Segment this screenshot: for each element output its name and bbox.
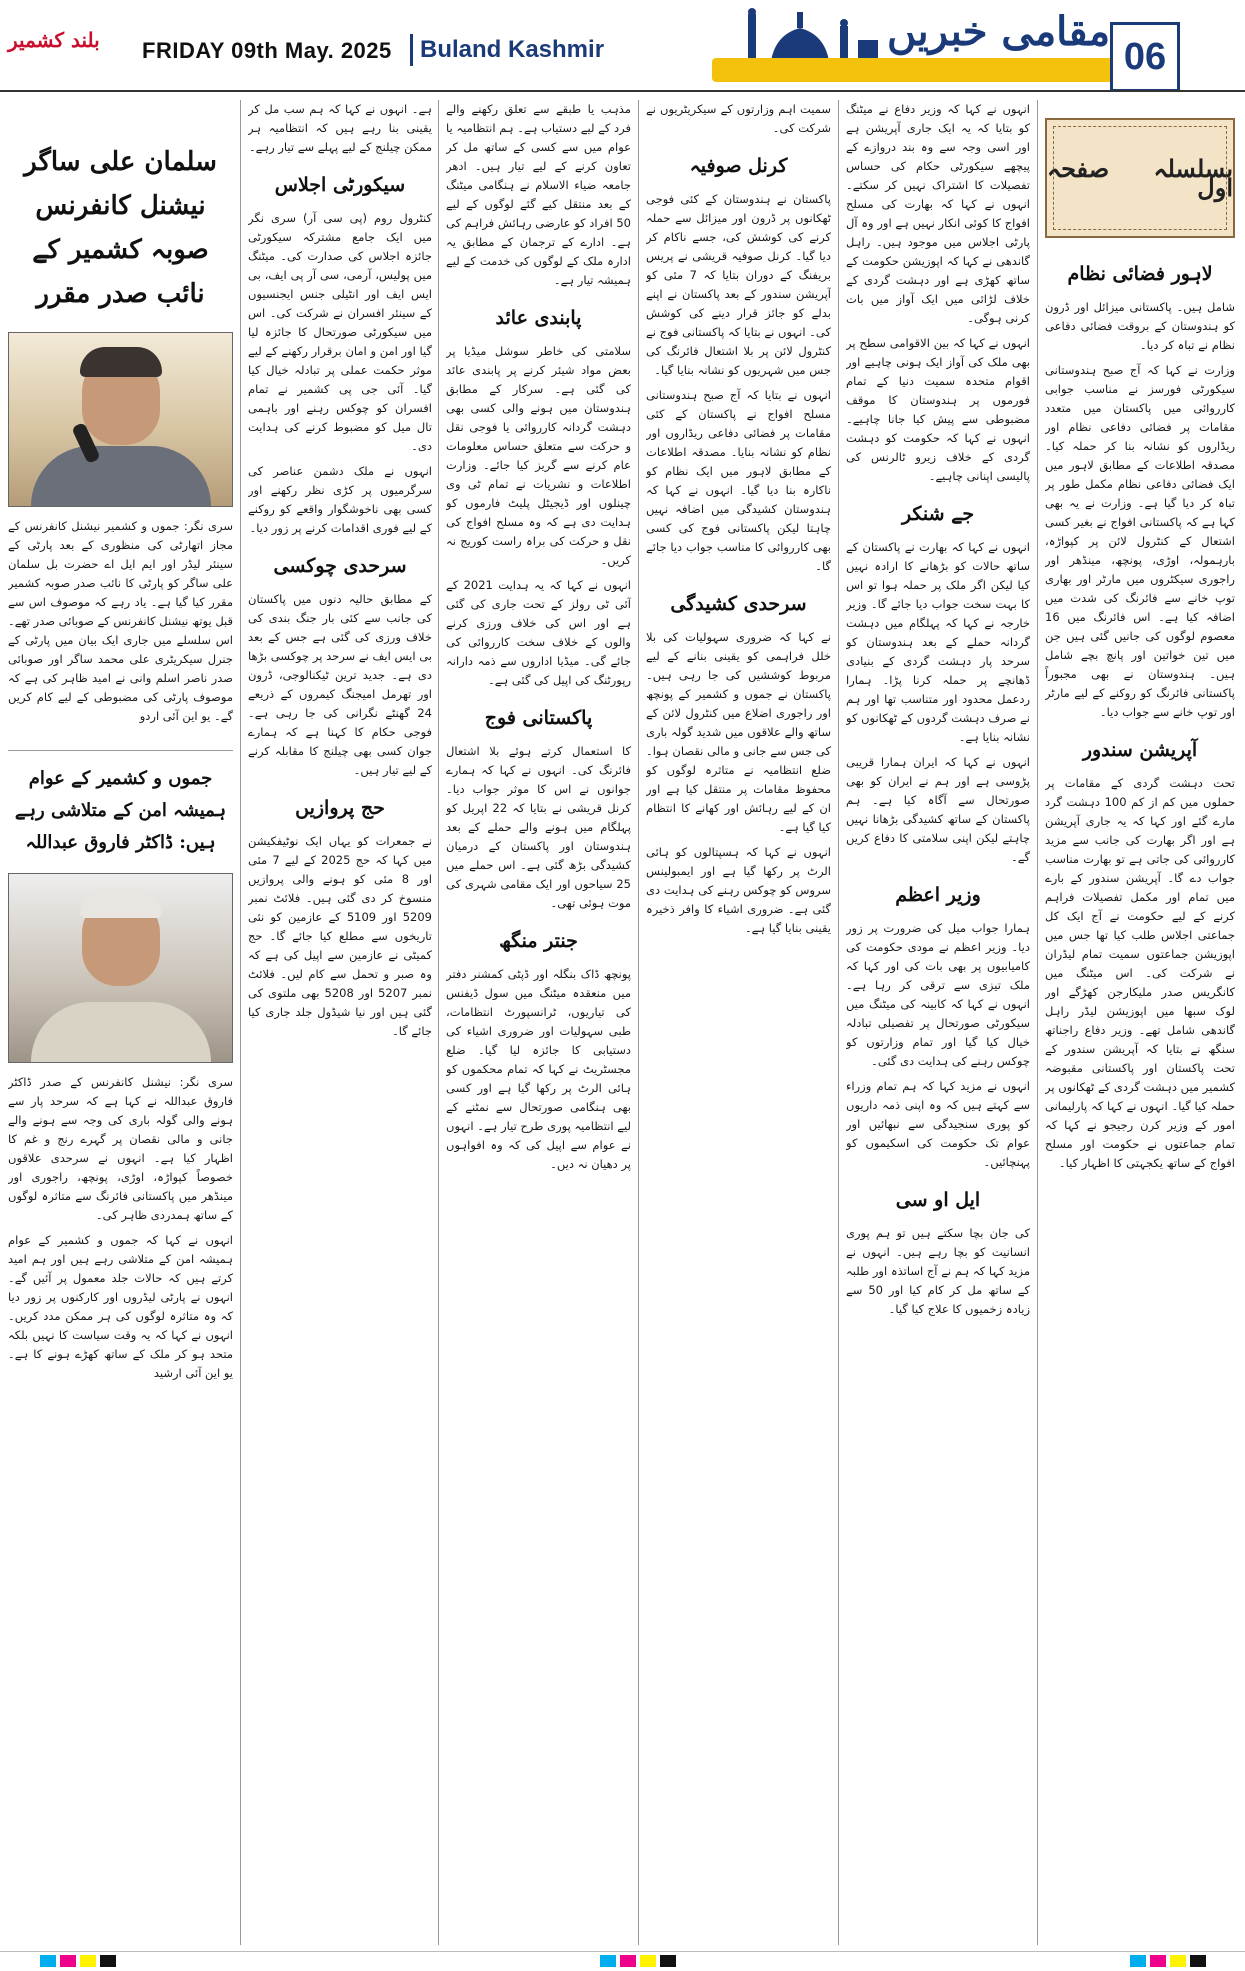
article-column-6 bbox=[8, 100, 233, 1945]
article-subhead: پاکستانی فوج bbox=[484, 707, 593, 729]
article-paragraph: کے مطابق حالیہ دنوں میں پاکستان کی جانب سے کئی بار جنگ بندی کی خلاف ورزی کی گئی ہے جس کے بعد بی ایس ایف نے سرحد پر چوکسی بڑھا دی ہے۔ جدید ترین ٹیکنالوجی، ڈرون اور تھرمل امیجنگ کیمروں کے ذریعے 24 گھنٹے نگرانی کی جا رہی ہے۔ فوجی حکام کا کہنا ہے کہ ہمارے جوان کسی بھی چیلنج کا مقابلہ کرنے کے لیے تیار ہیں۔ bbox=[248, 592, 432, 777]
article-paragraph: انہوں نے کہا کہ ہسپتالوں کو ہائی الرٹ پر رکھا گیا ہے اور ایمبولینس سروس کو چوکس رہنے کی ہدایت دی گئی ہے۔ ضروری اشیاء کا وافر ذخیرہ یقینی بنایا گیا ہے۔ bbox=[646, 845, 831, 935]
header-divider bbox=[410, 34, 413, 66]
article-paragraph: مذہب یا طبقے سے تعلق رکھنے والے فرد کے لیے دستیاب ہے۔ ہم انتظامیہ یا عوام میں سے کسی کے ساتھ مل کر تعاون کرنے کے لیے تیار ہیں۔ ادھر جامعہ ضیاء الاسلام نے ہنگامی میٹنگ کے بعد منتقل کیے گئے لوگوں کے لیے 50 افراد کو عارضی رہائش فراہم کی ہے۔ ادارے کے ترجمان کے مطابق یہ ادارہ ملک کے لوگوں کی خدمت کے لیے ہمیشہ تیار ہے۔ bbox=[446, 102, 631, 287]
article-subhead: جے شنکر bbox=[901, 503, 975, 525]
yellow-swatch bbox=[80, 1955, 96, 1967]
story-headline: سلمان علی ساگر نیشنل کانفرنس صوبہ کشمیر کے نائب صدر مقرر bbox=[24, 147, 217, 309]
article-column-1 bbox=[1045, 100, 1235, 1945]
article-paragraph: نے جمعرات کو یہاں ایک نوٹیفکیشن میں کہا کہ حج 2025 کے لیے 7 مئی اور 8 مئی کو ہونے والی پروازیں منسوخ کر دی گئی ہیں۔ فلائٹ نمبر 5209 اور 5109 کے عازمین کو نئی تاریخوں سے مطلع کیا جائے گا۔ حج کمیٹی نے عازمین سے اپیل کی ہے کہ وہ صبر و تحمل سے کام لیں۔ فلائٹ نمبر 5207 اور 5208 بھی ملتوی کی گئی ہیں اور نیا شیڈول جلد جاری کیا جائے گا۔ bbox=[248, 834, 432, 1038]
article-paragraph: انہوں نے کہا کہ وزیر دفاع نے میٹنگ کو بتایا کہ یہ ایک جاری آپریشن ہے اور اسی وجہ سے وہ بند دروازے کے پیچھے سیکورٹی حکام کی حساس تفصیلات کا اشتراک نہیں کر سکتے۔ انہوں نے کہا کہ بھارت کی مسلح افواج کا کوئی انکار نہیں ہے اور وہ آل پارٹی اجلاس میں موجود ہیں۔ راہل گاندھی نے کہا کہ اپوزیشن حکومت کے ساتھ کھڑی ہے اور دہشت گردی کے خلاف لڑائی میں ایک آواز میں بات کرنی ہوگی۔ bbox=[846, 102, 1030, 325]
article-paragraph: انہوں نے کہا کہ یہ ہدایت 2021 کے آئی ٹی رولز کے تحت جاری کی گئی ہے اور اس کی خلاف ورزی کرنے والوں کے خلاف سخت کارروائی کی جائے گی۔ میڈیا اداروں سے ذمہ دارانہ رپورٹنگ کی اپیل کی گئی ہے۔ bbox=[446, 578, 631, 687]
article-subhead: ایل او سی bbox=[895, 1189, 981, 1211]
leader-photo bbox=[8, 332, 233, 507]
article-paragraph: پونچھ ڈاک بنگلہ اور ڈپٹی کمشنر دفتر میں منعقدہ میٹنگ میں سول ڈیفنس کی تیاریوں، ٹرانسپورٹ انتظامات، طبی سہولیات اور ضروری اشیاء کی دستیابی کا جائزہ لیا گیا۔ ضلع مجسٹریٹ نے کہا کہ تمام محکموں کو ہائی الرٹ پر رکھا گیا ہے اور کسی بھی ہنگامی صورتحال سے نمٹنے کے لیے انتظامیہ پوری طرح تیار ہے۔ انہوں نے عوام سے اپیل کی کہ وہ افواہوں پر دھیان نہ دیں۔ bbox=[446, 967, 631, 1171]
section-title: مقامی خبریں bbox=[887, 8, 1110, 55]
article-subhead: حج پروازیں bbox=[295, 797, 385, 819]
edition-date: FRIDAY 09th May. 2025 bbox=[142, 38, 392, 63]
print-registration-strip bbox=[0, 1951, 1245, 1971]
article-subhead: لاہور فضائی نظام bbox=[1067, 263, 1213, 285]
article-column-3 bbox=[646, 100, 831, 1945]
column-divider bbox=[1037, 100, 1038, 1945]
article-paragraph: پاکستان نے ہندوستان کے کئی فوجی ٹھکانوں پر ڈرون اور میزائل سے حملہ کرنے کی کوشش کی، جسے ناکام کر دیا گیا۔ کرنل صوفیہ قریشی نے پریس بریفنگ کے دوران بتایا کہ 7 مئی کو آپریشن سندور کے بعد پاکستان نے اپنے بدلے کو جائز قرار دینے کی کوشش کی۔ انہوں نے بتایا کہ پاکستانی فوج نے کنٹرول لائن پر بلا اشتعال فائرنگ کی جس میں شہریوں کو نشانہ بنایا گیا۔ bbox=[646, 192, 831, 377]
article-paragraph: تحت دہشت گردی کے مقامات پر حملوں میں کم از کم 100 دہشت گرد مارے گئے اور کہا کہ یہ جاری آپریشن ہے اور اگر بھارت کی جانب سے مزید کارروائی کی جاتی ہے تو بھارت مناسب جواب دے گا۔ آپریشن سندور کے بارے میں تمام اور مکمل تفصیلات فراہم کرنے کے لیے حکومت نے آج ایک کل جماعتی اجلاس طلب کیا تھا جس میں اپوزیشن جماعتوں سمیت تمام لیڈران نے شرکت کی۔ اس میٹنگ میں کانگریس صدر ملیکارجن کھڑگے اور لوک سبھا میں اپوزیشن لیڈر راہل گاندھی شامل تھے۔ وزیر دفاع راجناتھ سنگھ نے بتایا کہ آپریشن سندور کے تحت پاکستان اور پاکستانی مقبوضہ کشمیر میں دہشت گردی کے ٹھکانوں پر حملہ کیا گیا۔ انہوں نے کہا کہ پارلیمانی امور کے وزیر کرن رجیجو نے کہا کہ تمام جماعتوں نے حکومت اور مسلح افواج کے ساتھ یکجہتی کا اظہار کیا۔ bbox=[1045, 776, 1235, 1170]
article-subhead: کرنل صوفیہ bbox=[689, 155, 788, 177]
column-divider bbox=[240, 100, 241, 1945]
cyan-swatch bbox=[600, 1955, 616, 1967]
cyan-swatch bbox=[1130, 1955, 1146, 1967]
article-paragraph: انہوں نے کہا کہ بھارت نے پاکستان کے ساتھ حالات کو بڑھانے کا ارادہ نہیں کیا لیکن اگر ملک پر حملہ ہوا تو اس کا بہت سخت جواب دیا جائے گا۔ وزیر خارجہ نے کہا کہ پہلگام میں دہشت گردانہ حملے کے بعد ہندوستان کو سرحد پار دہشت گردی کے بنیادی ڈھانچے پر حملہ کرنا پڑا۔ ہمارا ردعمل محدود اور متناسب تھا اور ہم نے صرف دہشت گردوں کے ٹھکانوں کو نشانہ بنایا ہے۔ bbox=[846, 540, 1030, 744]
newspaper-name: Buland Kashmir bbox=[420, 36, 605, 63]
article-column-4 bbox=[446, 100, 631, 1945]
article-paragraph: انہوں نے کہا کہ جموں و کشمیر کے عوام ہمیشہ امن کے متلاشی رہے ہیں اور ہم امید کرتے ہیں کہ حالات جلد معمول پر آئیں گے۔ انہوں نے پارٹی لیڈروں اور کارکنوں پر زور دیا کہ وہ متاثرہ لوگوں کی ہر ممکن مدد کریں۔ انہوں نے کہا کہ یہ وقت سیاست کا نہیں بلکہ متحد ہو کر ملک کے ساتھ کھڑے ہونے کا ہے۔ یو این آئی ارشید bbox=[8, 1233, 233, 1380]
article-subhead: پابندی عائد bbox=[495, 307, 582, 329]
article-paragraph: ہے۔ انہوں نے کہا کہ ہم سب مل کر یقینی بنا رہے ہیں کہ انتظامیہ ہر ممکن چیلنج کے لیے پہلے سے تیار رہے۔ bbox=[248, 102, 432, 154]
black-swatch bbox=[660, 1955, 676, 1967]
article-paragraph: سری نگر: نیشنل کانفرنس کے صدر ڈاکٹر فاروق عبداللہ نے کہا ہے کہ سرحد پار سے ہونے والی گولہ باری کی وجہ سے ہونے والے جانی و مالی نقصان پر گہرے رنج و غم کا اظہار کیا ہے۔ انہوں نے سرحدی علاقوں خصوصاً کپواڑہ، اوڑی، پونچھ، راجوری اور مینڈھر میں پاکستانی فائرنگ سے متاثرہ لوگوں کے ساتھ ہمدردی ظاہر کی۔ bbox=[8, 1075, 233, 1222]
article-paragraph: سلامتی کی خاطر سوشل میڈیا پر بعض مواد شیئر کرنے پر پابندی عائد کی گئی ہے۔ سرکار کے مطابق ہندوستان میں ہونے والی کسی بھی دہشت گردانہ کارروائی یا فوجی نقل و حرکت سے متعلق حساس معلومات عام کرنے سے گریز کیا جائے۔ وزارت اطلاعات و نشریات نے تمام ٹی وی چینلوں اور ڈیجیٹل پلیٹ فارموں کو ہدایت دی ہے کہ وہ مسلح افواج کی نقل و حرکت کی براہ راست کوریج نہ کریں۔ bbox=[446, 344, 631, 567]
article-subhead: جنتر منگھ bbox=[499, 930, 578, 952]
article-paragraph: انہوں نے کہا کہ بین الاقوامی سطح پر بھی ملک کی آواز ایک ہونی چاہیے اور اقوام متحدہ سمیت دنیا کے تمام فورموں پر ہندوستان کا موقف مضبوطی سے پیش کیا جانا چاہیے۔ انہوں نے کہا کہ حکومت کو دہشت گردی کے خلاف زیرو ٹالرنس کی پالیسی اپنانی چاہیے۔ bbox=[846, 336, 1030, 483]
article-paragraph: انہوں نے ملک دشمن عناصر کی سرگرمیوں پر کڑی نظر رکھنے اور کسی بھی ناخوشگوار واقعے کو روکنے کے لیے فوری اقدامات کرنے پر زور دیا۔ bbox=[248, 464, 432, 535]
column-divider bbox=[838, 100, 839, 1945]
article-paragraph: شامل ہیں۔ پاکستانی میزائل اور ڈرون کو ہندوستان کے بروقت فضائی دفاعی نظام نے تباہ کر دیا۔ bbox=[1045, 300, 1235, 352]
page-number: 06 bbox=[1110, 22, 1180, 92]
yellow-swatch bbox=[1170, 1955, 1186, 1967]
column-divider bbox=[438, 100, 439, 1945]
article-paragraph: سمیت اہم وزارتوں کے سیکریٹریوں نے شرکت کی۔ bbox=[646, 102, 831, 135]
article-subhead: آپریشن سندور bbox=[1082, 739, 1198, 761]
continuation-banner bbox=[1045, 118, 1235, 238]
leader-photo bbox=[8, 873, 233, 1063]
article-paragraph: انہوں نے کہا کہ ایران ہمارا قریبی پڑوسی ہے اور ہم نے ایران کو بھی صورتحال سے آگاہ کیا ہے۔ ہم پاکستان کے ساتھ کشیدگی بڑھانا نہیں چاہتے لیکن اپنی سلامتی کا دفاع کریں گے۔ bbox=[846, 755, 1030, 864]
black-swatch bbox=[100, 1955, 116, 1967]
magenta-swatch bbox=[620, 1955, 636, 1967]
article-paragraph: کی جان بچا سکتے ہیں تو ہم پوری انسانیت کو بچا رہے ہیں۔ انہوں نے مزید کہا کہ ہم نے آج اساتذہ اور طلبہ کے ساتھ مل کر کام کیا اور 50 سے زیادہ زخمیوں کا علاج کیا گیا۔ bbox=[846, 1226, 1030, 1316]
article-paragraph: نے کہا کہ ضروری سہولیات کی بلا خلل فراہمی کو یقینی بنانے کے لیے مربوط کوششیں کی جا رہی ہیں۔ پاکستان نے جموں و کشمیر کے پونچھ اور راجوری اضلاع میں کنٹرول لائن کے ساتھ والے علاقوں میں شدید گولہ باری کی جس سے جانی و مالی نقصان ہوا۔ ضلع انتظامیہ نے متاثرہ لوگوں کو محفوظ مقامات پر منتقل کیا ہے اور ان کے لیے رہائش اور کھانے کا انتظام کیا گیا ہے۔ bbox=[646, 630, 831, 834]
article-paragraph: سری نگر: جموں و کشمیر نیشنل کانفرنس کے مجاز اتھارٹی کی منظوری کے بعد پارٹی کے سینئر لیڈر اور ایم ایل اے حضرت بل سلمان علی ساگر کو پارٹی کا نائب صدر صوبہ کشمیر مقرر کیا گیا ہے۔ یاد رہے کہ موصوف اس سے قبل یوتھ نیشنل کانفرنس کے صوبائی صدر تھے۔ اس سلسلے میں جاری ایک بیان میں پارٹی کے جنرل سیکریٹری علی محمد ساگر اور صوبائی صدر ناصر اسلم وانی نے امید ظاہر کی ہے کہ موصوف پارٹی کی مضبوطی کے لیے کام کریں گے۔ یو این آئی اردو bbox=[8, 519, 233, 723]
header-rule bbox=[0, 90, 1245, 92]
yellow-swatch bbox=[640, 1955, 656, 1967]
article-paragraph: وزارت نے کہا کہ آج صبح ہندوستانی سیکورٹی فورسز نے مناسب جوابی کارروائی میں پاکستان میں متعدد مقامات پر فضائی دفاعی نظام اور ریڈاروں کو نشانہ بنا کر حملہ کیا۔ مصدقہ اطلاعات کے مطابق لاہور میں ایک فضائی دفاعی نظام مکمل طور پر تباہ کر دیا گیا ہے۔ وزارت نے یہ بھی کہا ہے کہ پاکستانی افواج نے بغیر کسی اشتعال کے کنٹرول لائن پر کپواڑہ، بارہمولہ، اوڑی، پونچھ، مینڈھر اور راجوری سیکٹروں میں مارٹر اور بھاری توپ خانے سے فائرنگ کی شدت میں اضافہ کیا ہے۔ اس فائرنگ میں 16 معصوم لوگوں کی جانیں گئی ہیں جن میں تین خواتین اور پانچ بچے شامل ہیں۔ ہندوستان نے بھی مجبوراً پاکستانی فائرنگ کو روکنے کے لیے مارٹر اور توپ خانے سے جواب دیا۔ bbox=[1045, 363, 1235, 719]
story-headline: جموں و کشمیر کے عوام ہمیشہ امن کے متلاشی رہے ہیں: ڈاکٹر فاروق عبداللہ bbox=[8, 750, 233, 859]
magenta-swatch bbox=[1150, 1955, 1166, 1967]
magenta-swatch bbox=[60, 1955, 76, 1967]
article-paragraph: ہمارا جواب میل کی ضرورت پر زور دیا۔ وزیر اعظم نے مودی حکومت کی کامیابیوں پر بھی بات کی اور کہا کہ ملک تیزی سے ترقی کر رہا ہے۔ انہوں نے کہا کہ کابینہ کی میٹنگ میں سیکورٹی صورتحال پر تفصیلی تبادلہ خیال کیا گیا اور تمام وزارتوں کو چوکس رہنے کی ہدایت دی گئی۔ bbox=[846, 921, 1030, 1068]
article-paragraph: کا استعمال کرتے ہوئے بلا اشتعال فائرنگ کی۔ انہوں نے کہا کہ ہمارے جوانوں نے اس کا موثر جواب دیا۔ کرنل قریشی نے بتایا کہ 22 اپریل کو پہلگام میں ہونے والے حملے کے بعد ہندوستان اور پاکستان کے درمیان کشیدگی بڑھ گئی ہے۔ اس حملے میں 25 سیاحوں اور ایک مقامی شہری کی موت ہوئی تھی۔ bbox=[446, 744, 631, 910]
cyan-swatch bbox=[40, 1955, 56, 1967]
article-subhead: وزیر اعظم bbox=[895, 884, 981, 906]
continuation-label: بسلسلہ صفحہ اول bbox=[1047, 154, 1233, 202]
article-subhead: سرحدی کشیدگی bbox=[670, 593, 807, 615]
article-paragraph: کنٹرول روم (پی سی آر) سری نگر میں ایک جامع مشترکہ سیکورٹی جائزہ اجلاس کی صدارت کی۔ میٹنگ میں پولیس، آرمی، سی آر پی ایف، بی ایس ایف اور انٹیلی جنس ایجنسیوں کے سینئر افسران نے شرکت کی۔ اس میں سیکورٹی صورتحال کا جائزہ لیا گیا اور امن و امان برقرار رکھنے کے لیے موثر حکمت عملی پر تبادلہ خیال کیا گیا۔ آئی جی پی کشمیر نے تمام افسران کو چوکس رہنے اور باہمی تال میل کو مضبوط کرنے کی ہدایت دی۔ bbox=[248, 211, 432, 453]
article-subhead: سیکورٹی اجلاس bbox=[274, 174, 406, 196]
section-masthead bbox=[712, 6, 1180, 88]
article-paragraph: انہوں نے مزید کہا کہ ہم تمام وزراء سے کہتے ہیں کہ وہ اپنی ذمہ داریوں کو پوری سنجیدگی سے نبھائیں اور عوام تک حکومت کی اسکیموں کو پہنچائیں۔ bbox=[846, 1079, 1030, 1169]
page-header bbox=[0, 0, 1245, 92]
corner-brand-logo: بلند کشمیر bbox=[8, 28, 100, 52]
article-paragraph: انہوں نے بتایا کہ آج صبح ہندوستانی مسلح افواج نے پاکستان کے کئی مقامات پر فضائی دفاعی ریڈاروں اور نظام کو نشانہ بنایا۔ مصدقہ اطلاعات کے مطابق لاہور میں ایک نظام کو ناکارہ بنا دیا گیا۔ انہوں نے کہا کہ ہندوستان کشیدگی میں اضافہ نہیں چاہتا لیکن پاکستانی فوج کی کسی بھی کارروائی کا مناسب جواب دیا جائے گا۔ bbox=[646, 388, 831, 573]
column-divider bbox=[638, 100, 639, 1945]
black-swatch bbox=[1190, 1955, 1206, 1967]
article-column-5 bbox=[248, 100, 432, 1945]
article-subhead: سرحدی چوکسی bbox=[273, 555, 407, 577]
article-column-2 bbox=[846, 100, 1030, 1945]
